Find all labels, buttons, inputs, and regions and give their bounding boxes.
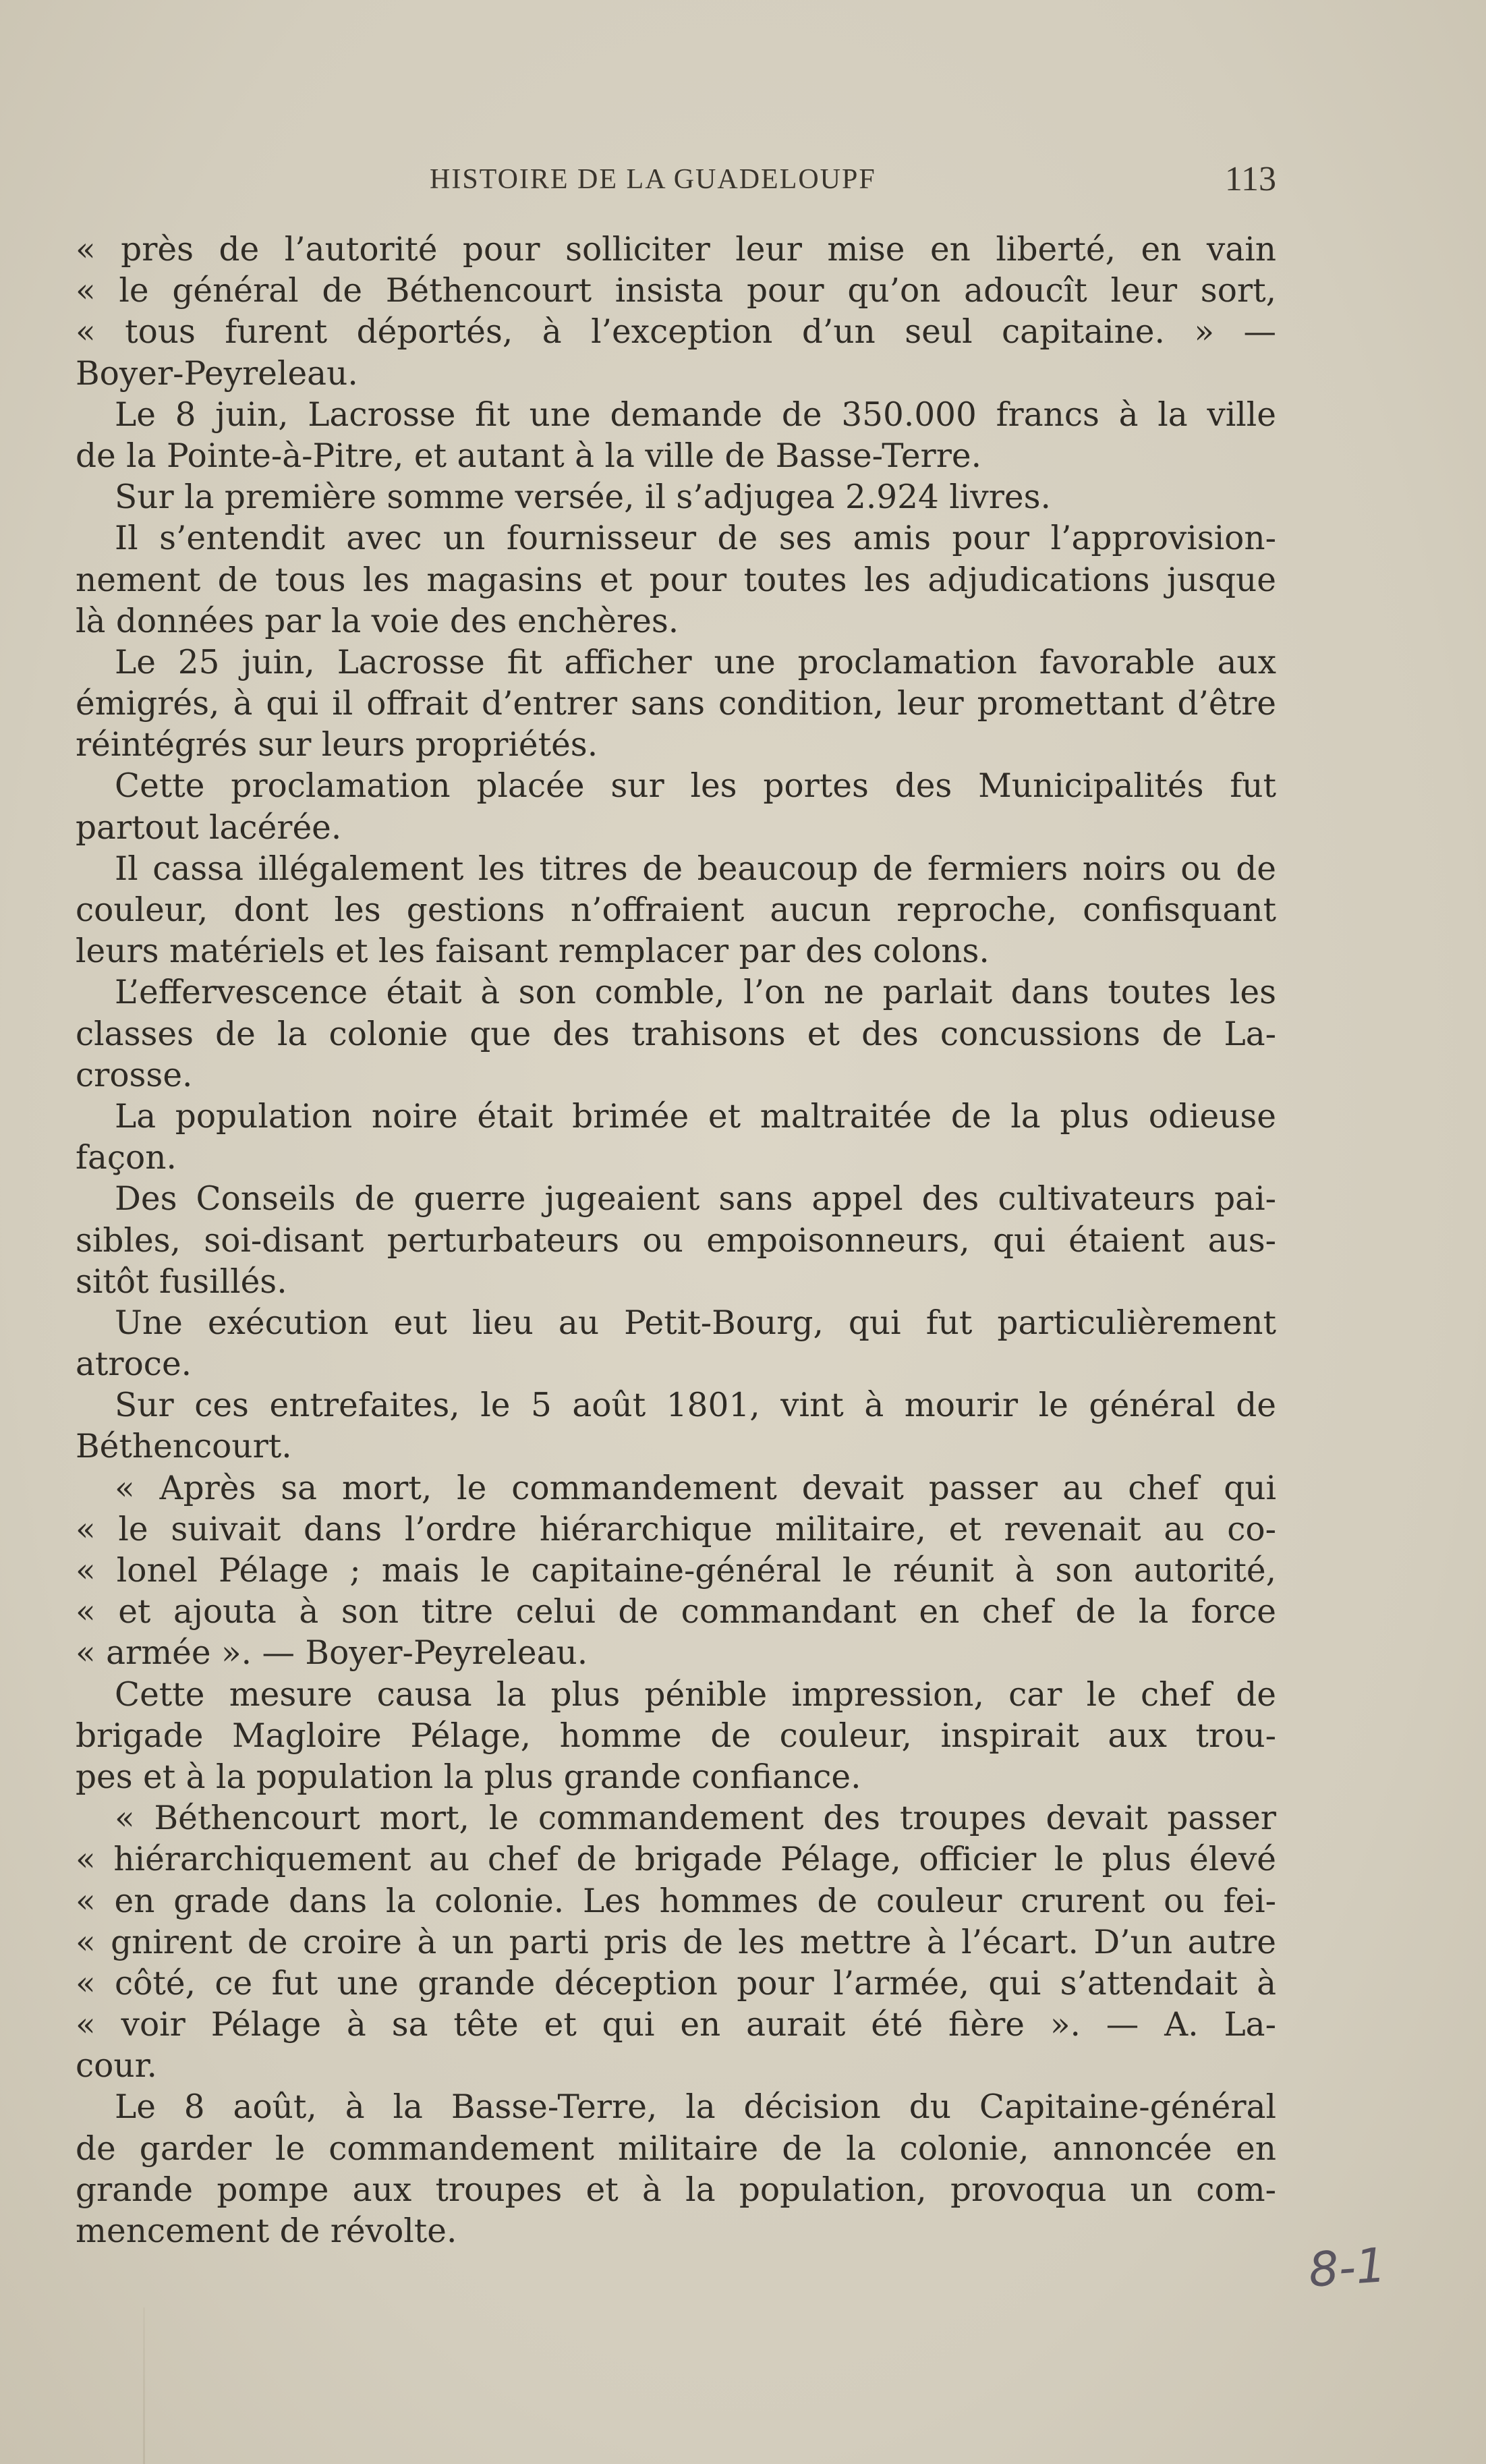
text-line: classes de la colonie que des trahisons et des concussions de La-	[76, 1015, 1276, 1053]
text-line: sitôt fusillés.	[76, 1262, 287, 1301]
text-line: leurs matériels et les faisant remplacer par des colons.	[76, 932, 990, 971]
text-line: L’effervescence était à son comble, l’on ne parlait dans toutes les	[115, 974, 1276, 1012]
text-line: « armée ». — Boyer-Peyreleau.	[76, 1634, 588, 1673]
text-line: Cette proclamation placée sur les portes des Municipalités fut	[115, 767, 1276, 806]
text-line: Le 8 août, à la Basse-Terre, la décision du Capitaine-général	[115, 2088, 1276, 2127]
text-line: « et ajouta à son titre celui de commandant en chef de la force	[76, 1593, 1276, 1631]
text-line: façon.	[76, 1139, 177, 1177]
text-line: cour.	[76, 2047, 157, 2085]
text-line: réintégrés sur leurs propriétés.	[76, 726, 598, 764]
text-line: Boyer-Peyreleau.	[76, 354, 358, 393]
handwritten-margin-note: 8-1	[1307, 2237, 1388, 2298]
text-line: « le suivait dans l’ordre hiérarchique militaire, et revenait au co-	[76, 1510, 1276, 1548]
text-line: brigade Magloire Pélage, homme de couleur, inspirait aux trou-	[76, 1716, 1276, 1755]
text-line: grande pompe aux troupes et à la population, provoqua un com-	[76, 2171, 1276, 2209]
text-line: Béthencourt.	[76, 1428, 292, 1466]
text-line: couleur, dont les gestions n’offraient aucun reproche, confisquant	[76, 891, 1276, 929]
text-line: là données par la voie des enchères.	[76, 602, 679, 640]
text-line: nement de tous les magasins et pour toutes les adjudications jusque	[76, 561, 1276, 599]
text-line: « hiérarchiquement au chef de brigade Pélage, officier le plus élevé	[76, 1841, 1276, 1879]
text-line: Sur ces entrefaites, le 5 août 1801, vint à mourir le général de	[115, 1387, 1276, 1425]
text-line: Il s’entendit avec un fournisseur de ses amis pour l’approvision-	[115, 520, 1276, 558]
text-line: « le général de Béthencourt insista pour qu’on adoucît leur sort,	[76, 272, 1276, 310]
text-line: Des Conseils de guerre jugeaient sans appel des cultivateurs pai-	[115, 1180, 1276, 1219]
text-line: Une exécution eut lieu au Petit-Bourg, qui fut particulièrement	[115, 1304, 1276, 1342]
text-line: Le 8 juin, Lacrosse fit une demande de 350.000 francs à la ville	[115, 395, 1276, 434]
text-line: atroce.	[76, 1345, 192, 1384]
text-line: Le 25 juin, Lacrosse fit afficher une proclamation favorable aux	[115, 643, 1276, 681]
text-line: crosse.	[76, 1056, 193, 1094]
text-line: Sur la première somme versée, il s’adjugea 2.924 livres.	[115, 478, 1051, 517]
text-line: partout lacérée.	[76, 808, 342, 847]
running-title: HISTOIRE DE LA GUADELOUPF	[430, 164, 876, 195]
text-line: « côté, ce fut une grande déception pour l’armée, qui s’attendait à	[76, 1964, 1276, 2003]
text-line: « Après sa mort, le commandement devait passer au chef qui	[115, 1469, 1276, 1507]
body-text	[76, 229, 1276, 2252]
text-line: mencement de révolte.	[76, 2212, 457, 2250]
text-line: « tous furent déportés, à l’exception d’un seul capitaine. » —	[76, 313, 1276, 352]
text-line: Cette mesure causa la plus pénible impression, car le chef de	[115, 1675, 1276, 1714]
text-line: « Béthencourt mort, le commandement des troupes devait passer	[115, 1799, 1276, 1838]
text-line: « près de l’autorité pour solliciter leur mise en liberté, en vain	[76, 231, 1276, 269]
paper-fold-mark	[143, 2307, 145, 2464]
text-line: sibles, soi-disant perturbateurs ou empoisonneurs, qui étaient aus-	[76, 1221, 1276, 1260]
text-line: de la Pointe-à-Pitre, et autant à la ville de Basse-Terre.	[76, 437, 982, 475]
text-line: émigrés, à qui il offrait d’entrer sans condition, leur promettant d’être	[76, 685, 1276, 723]
text-line: pes et à la population la plus grande confiance.	[76, 1758, 861, 1796]
text-line: « en grade dans la colonie. Les hommes de couleur crurent ou fei-	[76, 1882, 1276, 1920]
text-line: La population noire était brimée et maltraitée de la plus odieuse	[115, 1097, 1276, 1136]
text-line: « voir Pélage à sa tête et qui en aurait été fière ». — A. La-	[76, 2006, 1276, 2044]
page-number: 113	[1224, 160, 1276, 198]
text-line: Il cassa illégalement les titres de beaucoup de fermiers noirs ou de	[115, 849, 1276, 888]
page-header	[76, 159, 1276, 200]
text-line: de garder le commandement militaire de la colonie, annoncée en	[76, 2129, 1276, 2168]
text-line: « gnirent de croire à un parti pris de les mettre à l’écart. D’un autre	[76, 1923, 1276, 1961]
text-line: « lonel Pélage ; mais le capitaine-général le réunit à son autorité,	[76, 1552, 1276, 1590]
